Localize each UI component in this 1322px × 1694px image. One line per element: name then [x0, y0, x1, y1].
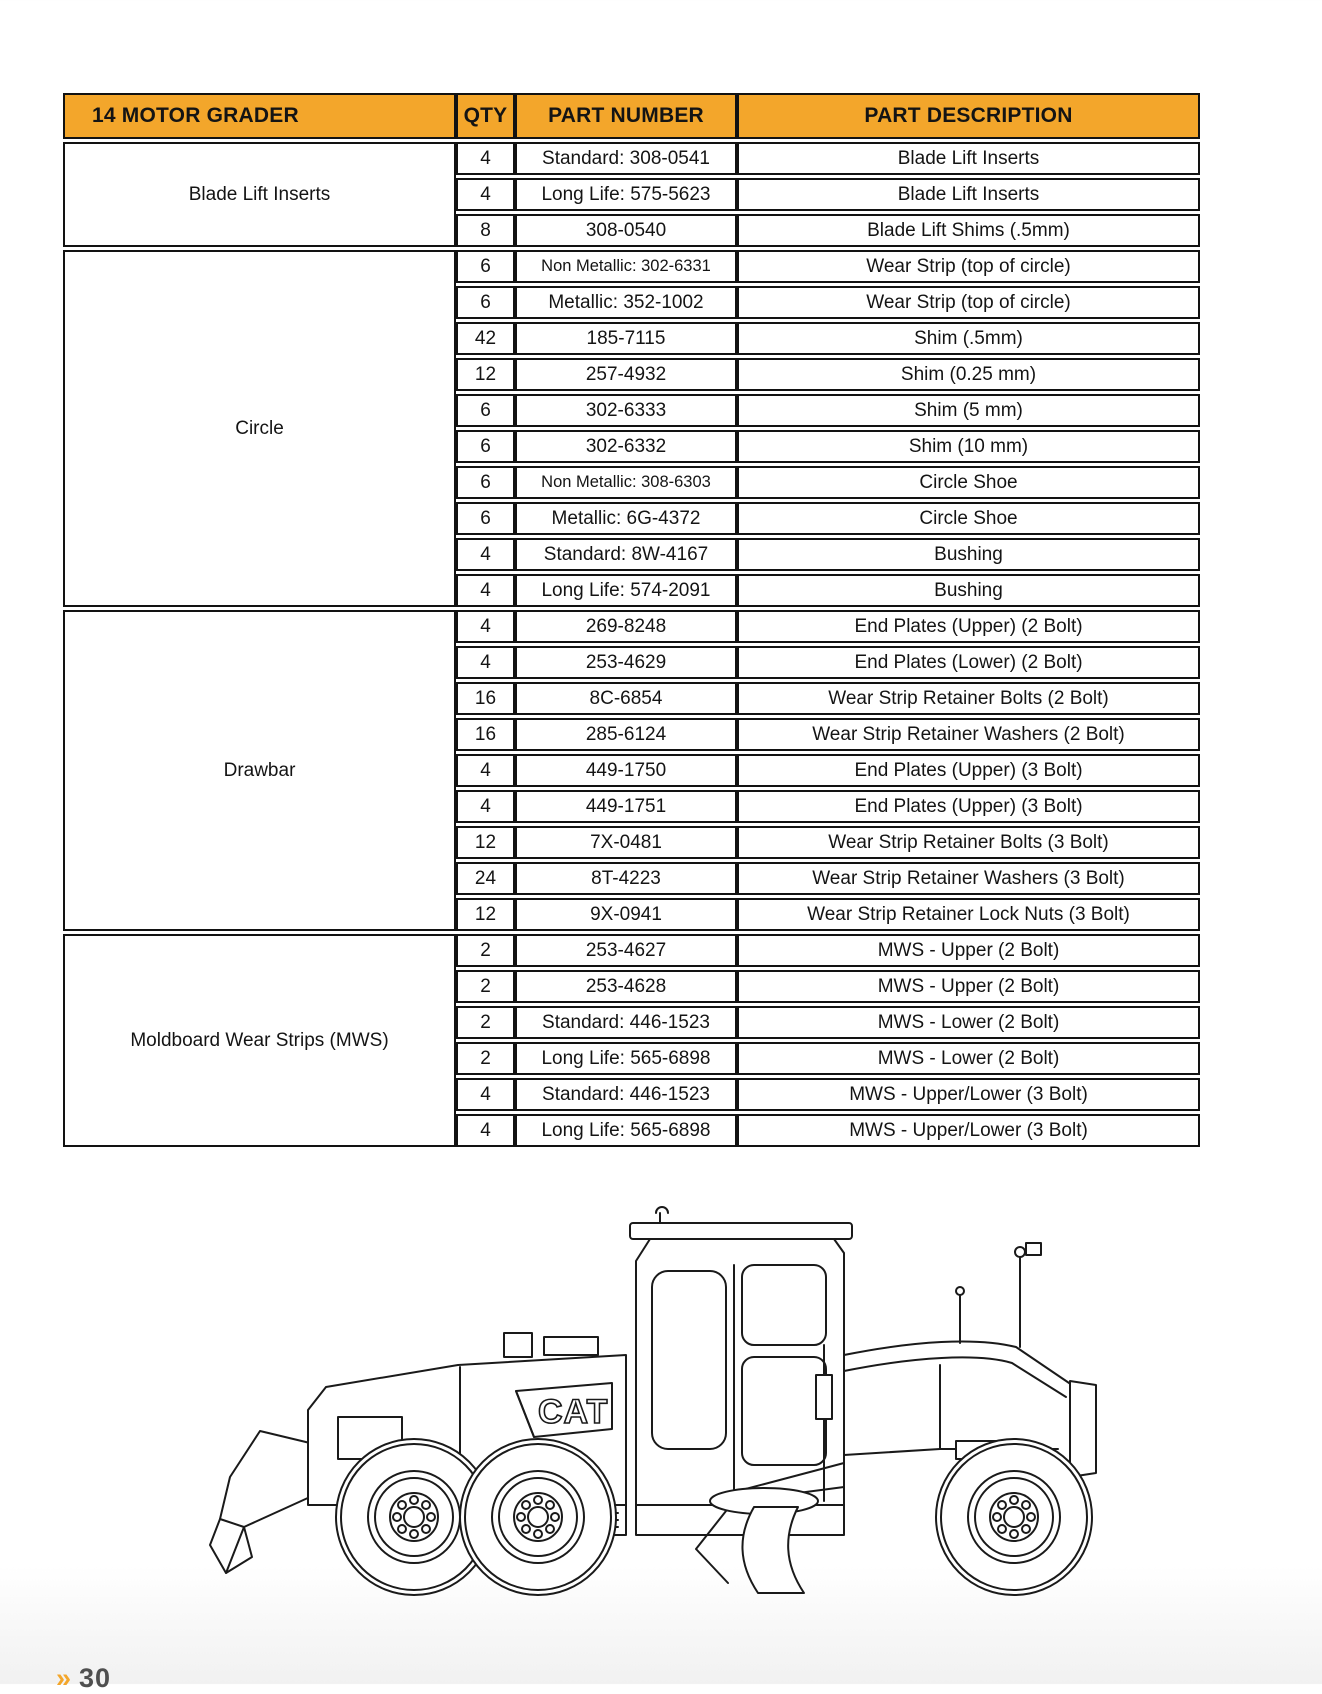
section-label: Blade Lift Inserts — [63, 142, 456, 247]
part-number-cell: 302-6332 — [515, 430, 737, 463]
part-description-cell: Shim (0.25 mm) — [737, 358, 1200, 391]
qty-cell: 4 — [456, 538, 515, 571]
chevron-glyph: » — [56, 1663, 73, 1693]
part-description-cell: MWS - Upper/Lower (3 Bolt) — [737, 1114, 1200, 1147]
part-description-cell: Wear Strip Retainer Washers (2 Bolt) — [737, 718, 1200, 751]
part-description-cell: Bushing — [737, 574, 1200, 607]
section-label: Circle — [63, 250, 456, 607]
part-description-cell: MWS - Upper/Lower (3 Bolt) — [737, 1078, 1200, 1111]
part-description-cell: End Plates (Upper) (3 Bolt) — [737, 754, 1200, 787]
qty-cell: 4 — [456, 610, 515, 643]
part-number-cell: 253-4627 — [515, 934, 737, 967]
qty-cell: 6 — [456, 502, 515, 535]
motor-grader-svg — [198, 1205, 1103, 1610]
part-description-cell: Wear Strip (top of circle) — [737, 250, 1200, 283]
part-description-cell: MWS - Lower (2 Bolt) — [737, 1042, 1200, 1075]
part-description-cell: Circle Shoe — [737, 466, 1200, 499]
qty-cell: 12 — [456, 898, 515, 931]
part-number-cell: 449-1751 — [515, 790, 737, 823]
section-label: Drawbar — [63, 610, 456, 931]
part-number-cell: 185-7115 — [515, 322, 737, 355]
part-number-cell: Standard: 8W-4167 — [515, 538, 737, 571]
part-description-cell: Wear Strip Retainer Bolts (3 Bolt) — [737, 826, 1200, 859]
part-description-cell: Blade Lift Inserts — [737, 142, 1200, 175]
motor-grader-line-drawing — [198, 1205, 1103, 1610]
section-label: Moldboard Wear Strips (MWS) — [63, 934, 456, 1147]
part-description-cell: Blade Lift Shims (.5mm) — [737, 214, 1200, 247]
part-number-cell: Long Life: 574-2091 — [515, 574, 737, 607]
part-description-cell: Wear Strip Retainer Washers (3 Bolt) — [737, 862, 1200, 895]
qty-cell: 16 — [456, 718, 515, 751]
table-row — [63, 250, 1200, 283]
page-number: » 30 — [56, 1663, 112, 1693]
qty-cell: 4 — [456, 1114, 515, 1147]
qty-cell: 6 — [456, 250, 515, 283]
part-number-cell: 9X-0941 — [515, 898, 737, 931]
cab — [630, 1207, 852, 1535]
part-description-cell: Bushing — [737, 538, 1200, 571]
part-number-cell: Long Life: 575-5623 — [515, 178, 737, 211]
qty-cell: 24 — [456, 862, 515, 895]
qty-cell: 4 — [456, 142, 515, 175]
part-number-cell: 302-6333 — [515, 394, 737, 427]
part-number-cell: 285-6124 — [515, 718, 737, 751]
part-description-cell: MWS - Upper (2 Bolt) — [737, 970, 1200, 1003]
part-description-cell: Shim (5 mm) — [737, 394, 1200, 427]
qty-cell: 2 — [456, 1042, 515, 1075]
part-number-cell: 449-1750 — [515, 754, 737, 787]
qty-cell: 16 — [456, 682, 515, 715]
part-description-cell: End Plates (Upper) (3 Bolt) — [737, 790, 1200, 823]
table-row — [63, 142, 1200, 175]
parts-table — [63, 90, 1200, 1150]
part-number-cell: 253-4628 — [515, 970, 737, 1003]
column-header-part-number: PART NUMBER — [515, 93, 737, 139]
table-row — [63, 934, 1200, 967]
qty-cell: 6 — [456, 466, 515, 499]
qty-cell: 6 — [456, 430, 515, 463]
part-number-cell: Standard: 446-1523 — [515, 1078, 737, 1111]
column-header-qty: QTY — [456, 93, 515, 139]
part-number-cell: Metallic: 352-1002 — [515, 286, 737, 319]
qty-cell: 8 — [456, 214, 515, 247]
part-description-cell: Shim (10 mm) — [737, 430, 1200, 463]
table-row — [63, 610, 1200, 643]
part-number-cell: Long Life: 565-6898 — [515, 1042, 737, 1075]
qty-cell: 2 — [456, 970, 515, 1003]
qty-cell: 42 — [456, 322, 515, 355]
qty-cell: 12 — [456, 358, 515, 391]
column-header-part-description: PART DESCRIPTION — [737, 93, 1200, 139]
qty-cell: 12 — [456, 826, 515, 859]
qty-cell: 4 — [456, 754, 515, 787]
part-number-cell: Standard: 308-0541 — [515, 142, 737, 175]
qty-cell: 4 — [456, 646, 515, 679]
qty-cell: 2 — [456, 934, 515, 967]
part-description-cell: Wear Strip (top of circle) — [737, 286, 1200, 319]
part-description-cell: Blade Lift Inserts — [737, 178, 1200, 211]
part-description-cell: End Plates (Upper) (2 Bolt) — [737, 610, 1200, 643]
part-description-cell: Wear Strip Retainer Bolts (2 Bolt) — [737, 682, 1200, 715]
qty-cell: 4 — [456, 790, 515, 823]
part-number-cell: 8T-4223 — [515, 862, 737, 895]
part-description-cell: MWS - Lower (2 Bolt) — [737, 1006, 1200, 1039]
qty-cell: 4 — [456, 178, 515, 211]
part-number-cell: 269-8248 — [515, 610, 737, 643]
part-number-cell: 8C-6854 — [515, 682, 737, 715]
part-description-cell: Shim (.5mm) — [737, 322, 1200, 355]
part-description-cell: Wear Strip Retainer Lock Nuts (3 Bolt) — [737, 898, 1200, 931]
table-title: 14 MOTOR GRADER — [63, 93, 456, 139]
part-number-cell: 253-4629 — [515, 646, 737, 679]
part-description-cell: MWS - Upper (2 Bolt) — [737, 934, 1200, 967]
part-number-cell: Metallic: 6G-4372 — [515, 502, 737, 535]
part-number-cell: 308-0540 — [515, 214, 737, 247]
front-frame — [844, 1243, 1096, 1477]
qty-cell: 6 — [456, 286, 515, 319]
table-header-row — [63, 93, 1200, 139]
part-number-cell: Non Metallic: 302-6331 — [515, 250, 737, 283]
qty-cell: 2 — [456, 1006, 515, 1039]
qty-cell: 6 — [456, 394, 515, 427]
qty-cell: 4 — [456, 1078, 515, 1111]
part-description-cell: End Plates (Lower) (2 Bolt) — [737, 646, 1200, 679]
part-number-cell: 7X-0481 — [515, 826, 737, 859]
part-number-cell: Standard: 446-1523 — [515, 1006, 737, 1039]
qty-cell: 4 — [456, 574, 515, 607]
rear-wheel-2 — [460, 1439, 616, 1595]
part-number-cell: Non Metallic: 308-6303 — [515, 466, 737, 499]
front-wheel — [936, 1439, 1092, 1595]
part-number-cell: Long Life: 565-6898 — [515, 1114, 737, 1147]
cat-logo: CAT — [538, 1393, 609, 1431]
part-number-cell: 257-4932 — [515, 358, 737, 391]
part-description-cell: Circle Shoe — [737, 502, 1200, 535]
